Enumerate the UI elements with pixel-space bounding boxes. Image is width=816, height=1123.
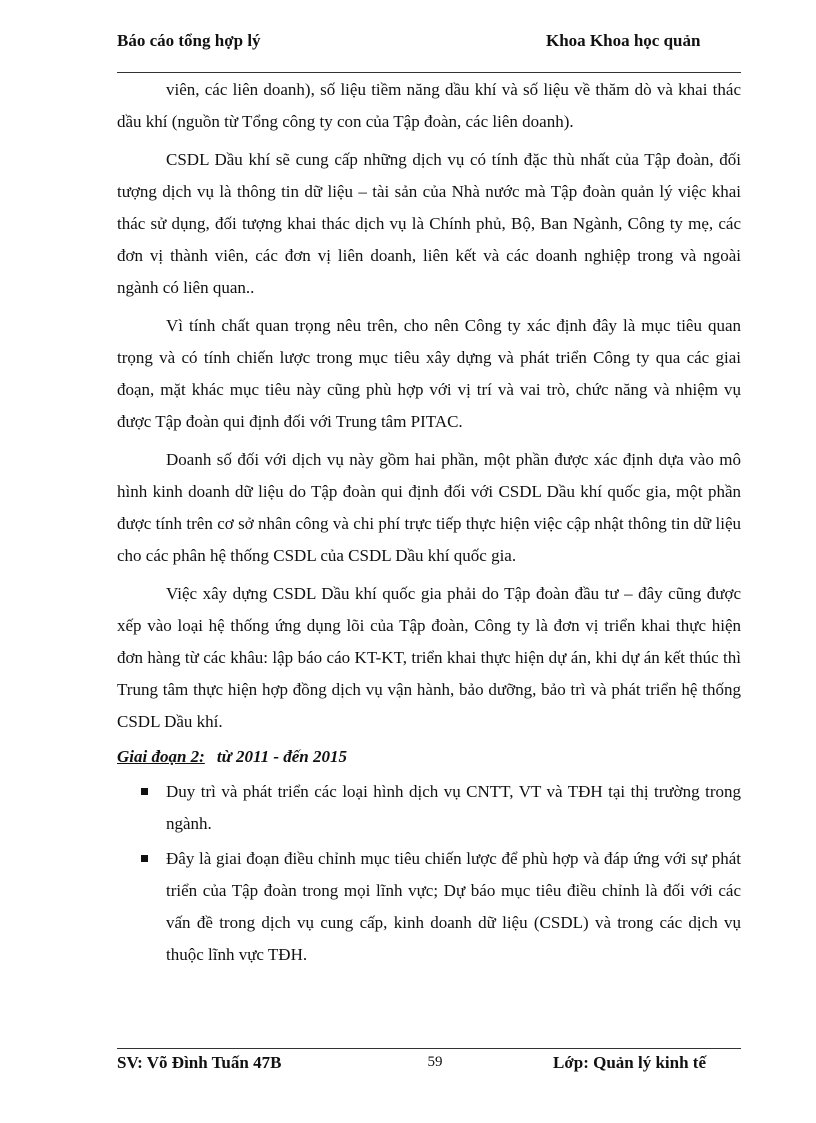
bullet-text: Đây là giai đoạn điều chỉnh mục tiêu chiến lược để phù hợp và đáp ứng với sự phát triển của Tập đoàn trong mọi lĩnh vực; Dự báo mục tiêu điều chỉnh là đối với các vấn đề trong dịch vụ cung cấp, kinh doanh dữ liệu (CSDL) và trong các dịch vụ thuộc lĩnh vực TĐH.	[166, 849, 741, 964]
list-item	[117, 843, 741, 971]
header-divider	[117, 72, 741, 73]
footer-divider	[117, 1048, 741, 1049]
phase-range: từ 2011 - đến 2015	[216, 747, 347, 766]
paragraph-continued: viên, các liên doanh), số liệu tiềm năng dầu khí và số liệu về thăm dò và khai thác dầu khí (nguồn từ Tổng công ty con của Tập đoàn, các liên doanh).	[117, 80, 741, 131]
square-bullet-icon	[141, 855, 148, 862]
page-body	[117, 74, 741, 974]
paragraph-csdl-services: CSDL Dầu khí sẽ cung cấp những dịch vụ có tính đặc thù nhất của Tập đoàn, đối tượng dịch vụ là thông tin dữ liệu – tài sản của Nhà nước mà Tập đoàn quản lý việc khai thác sử dụng, đối tượng khai thác dịch vụ là Chính phủ, Bộ, Ban Ngành, Công ty mẹ, các đơn vị thành viên, các đơn vị liên doanh, liên kết và các doanh nghiệp trong và ngoài ngành có liên quan..	[117, 150, 741, 297]
page-number: 59	[427, 1054, 443, 1070]
phase-bullet-list	[117, 776, 741, 971]
footer-class: Lớp: Quản lý kinh tế	[553, 1053, 707, 1072]
square-bullet-icon	[141, 788, 148, 795]
paragraph-importance: Vì tính chất quan trọng nêu trên, cho nên Công ty xác định đây là mục tiêu quan trọng và có tính chiến lược trong mục tiêu xây dựng và phát triển Công ty qua các giai đoạn, mặt khác mục tiêu này cũng phù hợp với vị trí và vai trò, chức năng và nhiệm vụ được Tập đoàn qui định đối với Trung tâm PITAC.	[117, 316, 741, 431]
phase-label: Giai đoạn 2:	[117, 747, 205, 766]
list-item	[117, 776, 741, 840]
footer-student: SV: Võ Đình Tuấn 47B	[117, 1053, 282, 1072]
paragraph-build: Việc xây dựng CSDL Dầu khí quốc gia phải do Tập đoàn đầu tư – đây cũng được xếp vào loại hệ thống ứng dụng lõi của Tập đoàn, Công ty là đơn vị triển khai thực hiện đơn hàng từ các khâu: lập báo cáo KT-KT, triển khai thực hiện dự án, khi dự án kết thúc thì Trung tâm thực hiện hợp đồng dịch vụ vận hành, bảo dưỡng, bảo trì và phát triển hệ thống CSDL Dầu khí.	[117, 584, 741, 731]
header-report-title: Báo cáo tổng hợp lý	[117, 31, 261, 50]
bullet-text: Duy trì và phát triển các loại hình dịch vụ CNTT, VT và TĐH tại thị trường trong ngành.	[166, 782, 741, 833]
phase-heading	[117, 741, 741, 773]
paragraph-revenue: Doanh số đối với dịch vụ này gồm hai phần, một phần được xác định dựa vào mô hình kinh doanh dữ liệu do Tập đoàn qui định đối với CSDL Dầu khí quốc gia, một phần được tính trên cơ sở nhân công và chi phí trực tiếp thực hiện việc cập nhật thông tin dữ liệu cho các phân hệ thống CSDL của CSDL Dầu khí quốc gia.	[117, 450, 741, 565]
header-faculty: Khoa Khoa học quản	[546, 31, 701, 50]
